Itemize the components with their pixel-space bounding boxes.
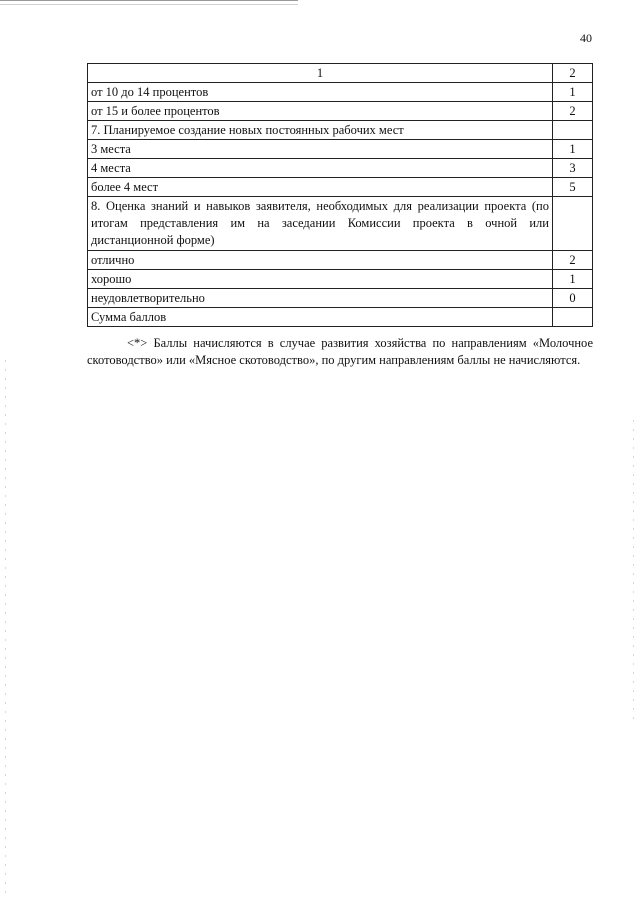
- table-header-row: [88, 64, 593, 83]
- total-label-cell: Сумма баллов: [88, 308, 553, 327]
- table-row: [88, 197, 593, 251]
- table-row: [88, 121, 593, 140]
- table-total-row: [88, 308, 593, 327]
- table-row: [88, 159, 593, 178]
- points-cell: 1: [553, 140, 593, 159]
- points-cell: 5: [553, 178, 593, 197]
- table-row: [88, 102, 593, 121]
- table-row: [88, 178, 593, 197]
- scan-top-rule: [0, 0, 298, 1]
- scoring-table: [87, 63, 593, 327]
- scan-right-margin-artifact: [633, 420, 634, 720]
- table-row: [88, 289, 593, 308]
- points-cell: 2: [553, 102, 593, 121]
- criterion-cell: 4 места: [88, 159, 553, 178]
- points-cell: 0: [553, 289, 593, 308]
- criterion-cell: 3 места: [88, 140, 553, 159]
- scan-top-rule-secondary: [0, 4, 298, 5]
- scan-left-margin-artifact: [5, 360, 6, 900]
- header-criterion-column: 1: [88, 64, 553, 83]
- criterion-cell: более 4 мест: [88, 178, 553, 197]
- table-row: [88, 83, 593, 102]
- total-points-cell: [553, 308, 593, 327]
- criterion-cell: неудовлетворительно: [88, 289, 553, 308]
- criterion-cell: отлично: [88, 251, 553, 270]
- table-row: [88, 140, 593, 159]
- criterion-section-cell: 8. Оценка знаний и навыков заявителя, необходимых для реализации проекта (по итогам представления им на заседании Комиссии проекта в очной или дистанционной форме): [88, 197, 553, 251]
- points-cell: 3: [553, 159, 593, 178]
- criterion-cell: от 10 до 14 процентов: [88, 83, 553, 102]
- points-cell: 2: [553, 251, 593, 270]
- points-cell: [553, 197, 593, 251]
- header-points-column: 2: [553, 64, 593, 83]
- criterion-cell: хорошо: [88, 270, 553, 289]
- points-cell: 1: [553, 83, 593, 102]
- points-cell: [553, 121, 593, 140]
- table-row: [88, 270, 593, 289]
- criterion-cell: от 15 и более процентов: [88, 102, 553, 121]
- criterion-section-cell: 7. Планируемое создание новых постоянных рабочих мест: [88, 121, 553, 140]
- points-cell: 1: [553, 270, 593, 289]
- footnote: <*> Баллы начисляются в случае развития хозяйства по направлениям «Молочное скотоводство» или «Мясное скотоводство», по другим направлениям баллы не начисляются.: [87, 335, 593, 367]
- page-number: 40: [580, 31, 592, 45]
- table-row: [88, 251, 593, 270]
